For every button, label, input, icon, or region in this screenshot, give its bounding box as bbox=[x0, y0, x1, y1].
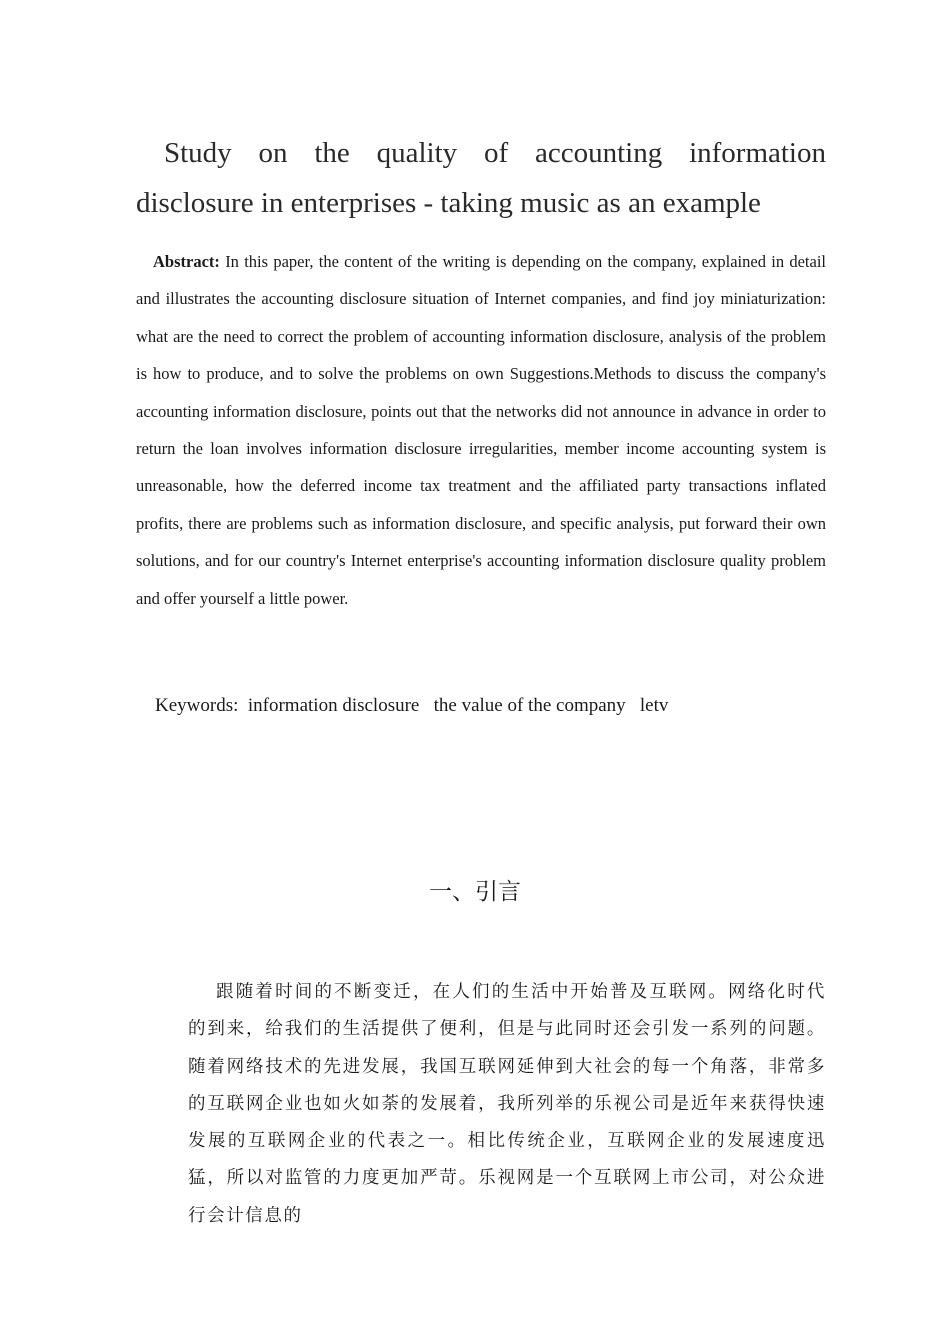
abstract-label: Abstract: bbox=[153, 252, 220, 271]
body-paragraph: 跟随着时间的不断变迁，在人们的生活中开始普及互联网。网络化时代的到来，给我们的生活提供了便利，但是与此同时还会引发一系列的问题。随着网络技术的先进发展，我国互联网延伸到大社会的每一个角落，非常多的互联网企业也如火如荼的发展着，我所列举的乐视公司是近年来获得快速发展的互联网企业的代表之一。相比传统企业，互联网企业的发展速度迅猛，所以对监管的力度更加严苛。乐视网是一个互联网上市公司，对公众进行会计信息的 bbox=[188, 982, 826, 1226]
section-heading-introduction: 一、引言 bbox=[429, 879, 521, 905]
keywords-line: Keywords: information disclosure the value of the company letv bbox=[155, 695, 669, 716]
abstract-text: In this paper, the content of the writing is depending on the company, explained in detail and illustrates the accounting disclosure situation of Internet companies, and find joy miniaturization: what are the need to correct the problem of accounting information disclosure, analysis of the problem is how to produce, and to solve the problems on own Suggestions.Methods to discuss the company's accounting information disclosure, points out that the networks did not announce in advance in order to return the loan involves information disclosure irregularities, member income accounting system is unreasonable, how the deferred income tax treatment and the affiliated party transactions inflated profits, there are problems such as information disclosure, and specific analysis, put forward their own solutions, and for our country's Internet enterprise's accounting information disclosure quality problem and offer yourself a little power. bbox=[136, 252, 826, 608]
paper-title-line-1: Study on the quality of accounting information bbox=[164, 137, 826, 169]
abstract-paragraph bbox=[136, 243, 826, 617]
paper-title bbox=[136, 128, 826, 228]
paper-title-line-2: disclosure in enterprises - taking music as an example bbox=[136, 187, 761, 219]
